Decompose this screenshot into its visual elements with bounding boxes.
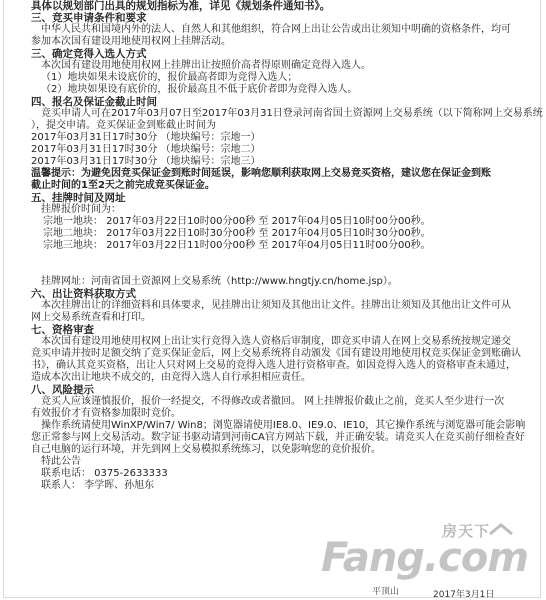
section-heading: 六、出让资料获取方式 <box>31 288 136 300</box>
text-line <box>31 252 522 264</box>
text-line: （2）地块如果设有底价的，报价最高且不低于底价者即为竞得入选人。 <box>41 84 358 95</box>
text-line: 联系电话： 0375-2633333 <box>41 468 168 479</box>
text-line: 特此公告 <box>41 456 81 467</box>
section-heading: 七、资格审查 <box>31 324 94 336</box>
text-line: 自己电脑的运行环境，并先到网上交易模拟系统练习，以免影响您的竞价报价。 <box>31 444 381 455</box>
text-line: 宗地二地块： 2017年03月22日10时30分00秒 至 2017年04月05日10时30分00秒。 <box>43 228 431 239</box>
text-line: 您正常参与网上交易活动。数字证书驱动请到河南CA官方网站下载，并正确安装。请竞买人在竞买前仔细检查好 <box>31 432 525 443</box>
text-line: ），提交申请。竞买保证金到账截止时间为 <box>31 120 216 131</box>
fang-watermark-logo <box>321 520 528 582</box>
text-line: 2017年03月31日17时30分 （地块编号：宗地二） <box>31 144 261 155</box>
text-line: 造成本次出让地块不成交的，由竞得入选人自行承担相应责任。 <box>31 372 311 383</box>
section-heading: 三、确定竞得入选人方式 <box>31 48 147 60</box>
text-line: 联系人： 李学晖、孙旭东 <box>41 480 155 491</box>
text-line: 本次国有建设用地使用权网上出让实行竞得入选人资格后审制度，即竞买申请人在网上交易系统按规定递交 <box>41 336 511 347</box>
text-line: 网上交易系统查看和打印。 <box>31 312 151 323</box>
text-line: 操作系统请使用WinXP/Win7/ Win8；浏览器请使用IE8.0、IE9.0、IE10，其它操作系统与浏览器可能会影响 <box>41 420 526 431</box>
text-line: 截止时间的1至2天之前完成竞买保证金。 <box>31 180 215 191</box>
text-line: 2017年03月31日17时30分 （地块编号：宗地一） <box>31 132 261 143</box>
notice-date: 2017年3月1日 <box>433 590 495 600</box>
text-line: 书》，确认其竞买资格，出让人只对网上交易的竞得入选人进行资格审查。如因竞得入选人的资格审查未通过， <box>31 360 516 371</box>
text-line: 参加本次国有建设用地使用权网上挂牌活动。 <box>31 36 231 47</box>
text-line: 竞买申请并按时足额交纳了竞买保证金后，网上交易系统将自动颁发《国有建设用地使用权竞买保证金到账确认 <box>31 348 521 359</box>
text-line: 挂牌报价时间为： <box>41 204 121 215</box>
seal-stamp: 平顶山 <box>372 587 400 597</box>
text-line: 中华人民共和国境内外的法人、自然人和其他组织，符合网上出让公告或出让须知中明确的资格条件，均可 <box>41 24 511 35</box>
watermark-small-text: 房天下 <box>441 522 490 540</box>
watermark-big-text: Fang.com <box>321 535 528 581</box>
section-heading: 八、风险提示 <box>31 384 94 396</box>
text-line: 本次国有建设用地使用权网上挂牌出让按照价高者得原则确定竞得入选人。 <box>41 60 371 71</box>
notice-body <box>31 0 543 492</box>
text-line: （1）地块如果未设底价的，报价最高者即为竞得入选人； <box>41 72 298 83</box>
text-line: 挂牌网址：河南省国土资源网上交易系统（http://www.hngtjy.cn/home.jsp）。 <box>41 276 398 287</box>
section-heading: 五、挂牌时间及网址 <box>31 192 126 204</box>
section-heading: 三、竞买申请条件和要求 <box>31 12 147 24</box>
section-heading: 具体以规划部门出具的规划指标为准，详见《规划条件通知书》。 <box>31 0 331 12</box>
text-line: 竞买人应该谨慎报价，报价一经提交，不得修改或者撤回。 网上挂牌报价截止之前，竞买人至少进行一次 <box>41 396 505 407</box>
text-line: 宗地三地块： 2017年03月22日11时00分00秒 至 2017年04月05日11时00分00秒。 <box>43 240 431 251</box>
text-line: 温馨提示：为避免因竞买保证金到账时间延误，影响您顺利获取网上交易竞买资格，建议您在保证金到账 <box>31 168 491 179</box>
text-line: 2017年03月31日17时30分 （地块编号：宗地三） <box>31 156 261 167</box>
text-line: 宗地一地块： 2017年03月22日10时00分00秒 至 2017年04月05日10时00分00秒。 <box>43 216 431 227</box>
text-line <box>31 264 522 276</box>
section-heading: 四、报名及保证金截止时间 <box>31 96 157 108</box>
text-line: 有效报价才有资格参加限时竞价。 <box>31 408 181 419</box>
text-line: 竞买申请人可在2017年03月07日至2017年03月31日登录河南省国土资源网上交易系统（以下简称网上交易系统 <box>41 108 543 119</box>
text-line: 本次挂牌出让的详细资料和具体要求，见挂牌出让须知及其他出让文件。挂牌出让须知及其他出让文件可从 <box>41 300 511 311</box>
